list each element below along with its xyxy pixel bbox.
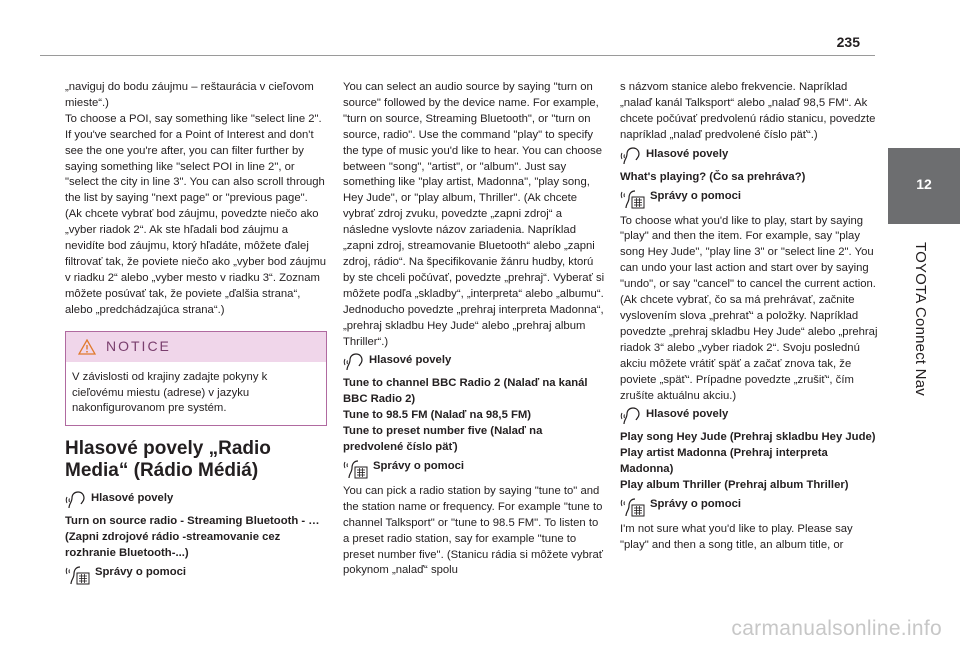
help-messages-heading bbox=[65, 564, 327, 586]
voice-commands-label: Hlasové povely bbox=[369, 354, 452, 367]
command-list: Tune to channel BBC Radio 2 (Nalaď na kanál BBC Radio 2) Tune to 98.5 FM (Nalaď na 98,5 FM) Tune to preset number five (Nalaď na predvolené číslo päť) bbox=[343, 377, 588, 454]
notice-text: V závislosti od krajiny zadajte pokyny k cieľovému miestu (adrese) v jazyku nakonfigurovanom pre systém. bbox=[72, 370, 268, 415]
voice-commands-heading bbox=[620, 406, 882, 426]
help-messages-label: Správy o pomoci bbox=[650, 498, 742, 511]
help-messages-label: Správy o pomoci bbox=[95, 566, 187, 579]
paragraph: To choose what you'd like to play, start by saying "play" and then the item. For example, say "play song Hey Jude", "play line 3" or "select line 2". You can undo your last action and start over by saying "undo", or say "cancel" to cancel the current action. (Ak chcete vybrať, čo sa má prehrávať, začnite vyslovením slova „prehrať“ a položky. Napríklad povedzte „prehraj skladbu Hey Jude“ alebo „prehraj riadok 3“ alebo „vyber riadok 2“. Svoju poslednú akciu môžete vrátiť späť a začať znova tak, že poviete „späť“. Prípadne povedzte „zrušiť“, čím zrušíte aktuálnu akciu.) bbox=[620, 214, 878, 402]
command-list: What's playing? (Čo sa prehráva?) bbox=[620, 170, 806, 183]
voice-commands-label: Hlasové povely bbox=[646, 147, 729, 160]
notice-header bbox=[66, 332, 326, 362]
command-list: Play song Hey Jude (Prehraj skladbu Hey Jude) Play artist Madonna (Prehraj interpreta Madonna) Play album Thriller (Prehraj album Thriller) bbox=[620, 431, 876, 492]
paragraph: You can select an audio source by saying "turn on source" followed by the device name. For example, "turn on source, Streaming Bluetooth", or "turn on source, radio". Use the command "play" to specify the type of music you'd like to hear. You can choose between "song", "artist", or "album". Just say something like "play artist, Madonna", "play song, Hey Jude", or "play album, Thriller". (Ak chcete vybrať zdroj zvuku, povedzte „zapni zdroj“ a následne vyslovte názov zariadenia. Napríklad „zapni zdroj, streamovanie Bluetooth“ alebo „zapni zdroj, rádio“. Na špecifikovanie žánru hudby, ktorú by ste chceli počúvať, povedzte „prehraj“. Vyberať si môžete podľa „skladby“, „interpreta“ alebo „albumu“. Jednoducho povedzte „prehraj interpreta Madonna“, „prehraj skladbu Hey Jude“ alebo „prehraj album Thriller“.) bbox=[343, 81, 605, 348]
help-message-icon bbox=[65, 564, 91, 586]
help-message-icon bbox=[620, 188, 646, 210]
paragraph: You can pick a radio station by saying "tune to" and the station name or frequency. For example "tune to channel Talksport" or "tune to 98.5 FM". To listen to a preset radio station, say for example "tune to preset number five". (Stanicu rádia si môžete vybrať pokynom „nalaď“ spolu bbox=[343, 484, 604, 577]
help-messages-label: Správy o pomoci bbox=[373, 459, 465, 472]
chapter-number: 12 bbox=[916, 176, 932, 192]
page-number: 235 bbox=[836, 34, 860, 50]
chapter-tab[interactable] bbox=[888, 148, 960, 224]
section-title: Hlasové povely „Radio Media“ (Rádio Médiá) bbox=[65, 438, 271, 482]
column-3 bbox=[620, 80, 882, 554]
voice-commands-label: Hlasové povely bbox=[91, 492, 174, 505]
notice-title: NOTICE bbox=[106, 337, 171, 354]
warning-icon bbox=[78, 339, 96, 355]
watermark: carmanualsonline.info bbox=[731, 617, 942, 640]
voice-command-icon bbox=[343, 352, 365, 372]
column-1 bbox=[65, 80, 327, 590]
paragraph: I'm not sure what you'd like to play. Please say "play" and then a song title, an album title, or bbox=[620, 523, 853, 551]
column-2 bbox=[343, 80, 605, 579]
help-message-icon bbox=[343, 458, 369, 480]
voice-command-icon bbox=[620, 146, 642, 166]
voice-commands-heading bbox=[343, 352, 605, 372]
paragraph: „naviguj do bodu záujmu – reštaurácia v cieľovom mieste“.) bbox=[65, 81, 314, 109]
help-messages-heading bbox=[343, 458, 605, 480]
paragraph: To choose a POI, say something like "select line 2". If you've searched for a Point of Interest and don't see the one you're after, you can filter further by saying something like "select POI in line 2", or "select the city in line 3". You can also scroll through the list by saying "next page" or "previous page". (Ak chcete vybrať bod záujmu, povedzte niečo ako „vyber riadok 2“. Ak ste hľadali bod záujmu a nevidíte bod záujmu, ktorý hľadáte, môžete ďalej filtrovať tak, že poviete niečo ako „vyber bod záujmu v riadku 2“ alebo „vyber mesto v riadku 3“. Zoznam môžete posúvať tak, že poviete „ďalšia strana“, alebo „predchádzajúca strana“.) bbox=[65, 112, 327, 316]
help-messages-label: Správy o pomoci bbox=[650, 189, 742, 202]
help-messages-heading bbox=[620, 496, 882, 518]
header-rule bbox=[40, 55, 875, 56]
notice-box bbox=[65, 331, 327, 427]
voice-commands-label: Hlasové povely bbox=[646, 408, 729, 421]
voice-command-icon bbox=[620, 406, 642, 426]
voice-commands-heading bbox=[620, 146, 882, 166]
voice-command-icon bbox=[65, 490, 87, 510]
help-message-icon bbox=[620, 496, 646, 518]
command-list: Turn on source radio - Streaming Bluetooth - … (Zapni zdrojové rádio -streamovanie cez rozhranie Bluetooth-...) bbox=[65, 515, 320, 560]
chapter-title: TOYOTA Connect Nav bbox=[912, 242, 929, 396]
help-messages-heading bbox=[620, 188, 882, 210]
paragraph: s názvom stanice alebo frekvencie. Napríklad „nalaď kanál Talksport“ alebo „nalaď 98,5 FM“. Ak chcete počúvať predvolenú rádio stanicu, povedzte napríklad „nalaď predvolené číslo päť“.) bbox=[620, 81, 876, 141]
voice-commands-heading bbox=[65, 490, 327, 510]
